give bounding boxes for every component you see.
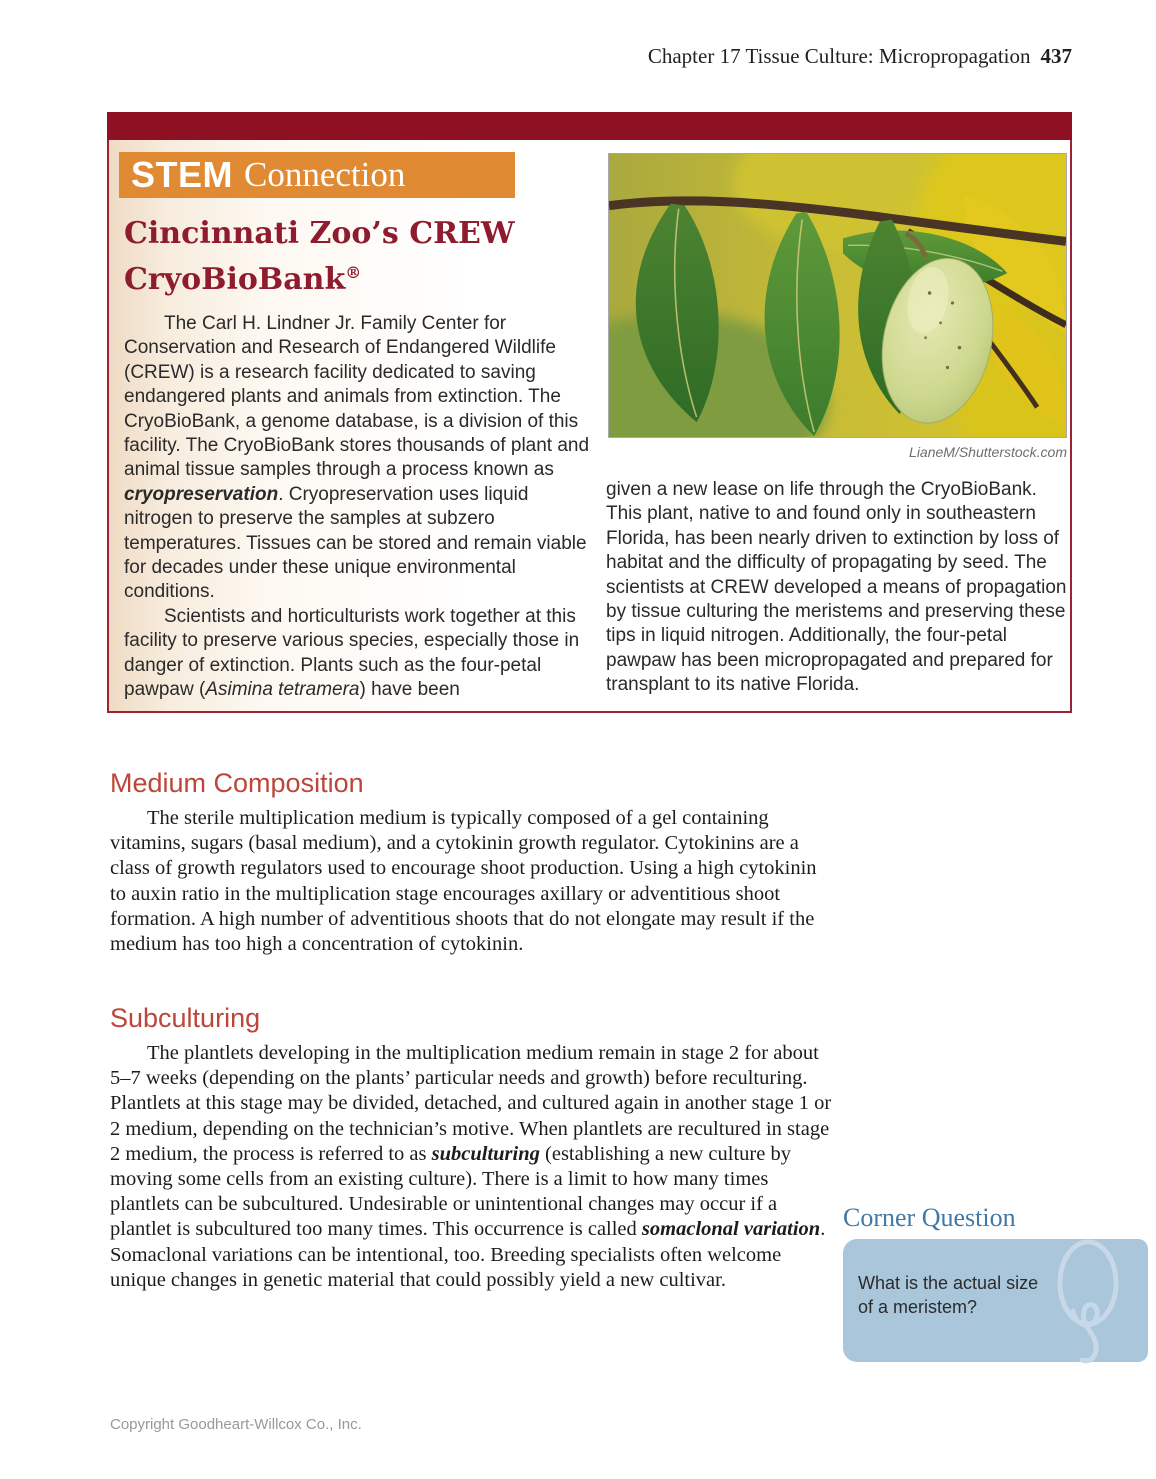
pawpaw-photo — [608, 153, 1067, 438]
question-letter-q-icon — [1046, 1235, 1138, 1369]
footer-copyright: Copyright Goodheart-Willcox Co., Inc. — [110, 1416, 362, 1433]
connection-label: Connection — [244, 155, 406, 194]
section-heading-medium-composition: Medium Composition — [110, 768, 364, 798]
stem-paragraph-3: given a new lease on life through the CryoBioBank. This plant, native to and found only in southeastern Florida, has been nearly driven to extinction by loss of habitat and the difficulty of propagating by seed. The scientists at CREW developed a means of propagation by tissue culturing the meristems and preserving these tips in liquid nitrogen. Additionally, the four-petal pawpaw has been micropropagated and prepared for transplant to its native Florida. — [606, 479, 1067, 696]
stem-right-column — [606, 478, 1067, 698]
paragraph-medium-composition: The sterile multiplication medium is typically composed of a gel containing vitamins, sugars (basal medium), and a cytokinin growth regulator. Cytokinins are a class of growth regulators used to encourage shoot production. Using a high cytokinin to auxin ratio in the multiplication stage encourages axillary or adventitious shoot formation. A high number of adventitious shoots that do not elongate may result if the medium has too high a concentration of cytokinin. — [110, 807, 817, 956]
feature-title-line2: CryoBioBank — [124, 262, 346, 297]
stem-box-top-bar — [107, 112, 1072, 140]
stem-paragraph-1: The Carl H. Lindner Jr. Family Center for Conservation and Research of Endangered Wildlife (CREW) is a research facility dedicated to saving endangered plants and animals from extinction. The CryoBioBank, a genome database, is a division of this facility. The CryoBioBank stores thousands of plant and animal tissue samples through a process known as cryopreservation. Cryopreservation uses liquid nitrogen to preserve the samples at subzero temperatures. Tissues can be stored and remain viable for decades under these unique environmental conditions. — [124, 313, 590, 603]
stem-label: STEM — [131, 154, 234, 195]
feature-title-line1: Cincinnati Zoo’s CREW — [124, 216, 515, 251]
stem-connection-box — [107, 112, 1072, 713]
corner-question-heading: Corner Question — [843, 1203, 1016, 1232]
registered-mark: ® — [345, 263, 362, 282]
running-head — [648, 44, 1072, 69]
section-heading-subculturing: Subculturing — [110, 1003, 261, 1033]
photo-credit: LianeM/Shutterstock.com — [909, 444, 1067, 460]
stem-paragraph-2: Scientists and horticulturists work together at this facility to preserve various species, especially those in danger of extinction. Plants such as the four-petal pawpaw (Asimina tetramera) have been — [124, 605, 580, 701]
pawpaw-photo-illustration — [609, 154, 1066, 437]
feature-title — [124, 214, 515, 299]
corner-question-box — [843, 1239, 1148, 1362]
chapter-title: Chapter 17 Tissue Culture: Micropropagation — [647, 44, 1031, 68]
page-number: 437 — [1040, 44, 1072, 68]
stem-left-column — [124, 312, 600, 703]
paragraph-subculturing: The plantlets developing in the multiplication medium remain in stage 2 for about 5–7 weeks (depending on the plants’ particular needs and growth) before reculturing. Plantlets at this stage may be divided, detached, and cultured again in another stage 1 or 2 medium, depending on the technician’s motive. When plantlets are recultured in stage 2 medium, the process is referred to as subculturing (establishing a new culture by moving some cells from an existing culture). There is a limit to how many times plantlets can be subcultured. Undesirable or unintentional changes may occur if a plantlet is subcultured too many times. This occurrence is called somaclonal variation. Somaclonal variations can be intentional, too. Breeding specialists often welcome unique changes in genetic material that could possibly yield a new cultivar. — [110, 1042, 832, 1291]
stem-box-content — [107, 140, 1072, 713]
stem-connection-banner — [119, 152, 515, 198]
corner-question-text: What is the actual size of a meristem? — [858, 1273, 1039, 1317]
